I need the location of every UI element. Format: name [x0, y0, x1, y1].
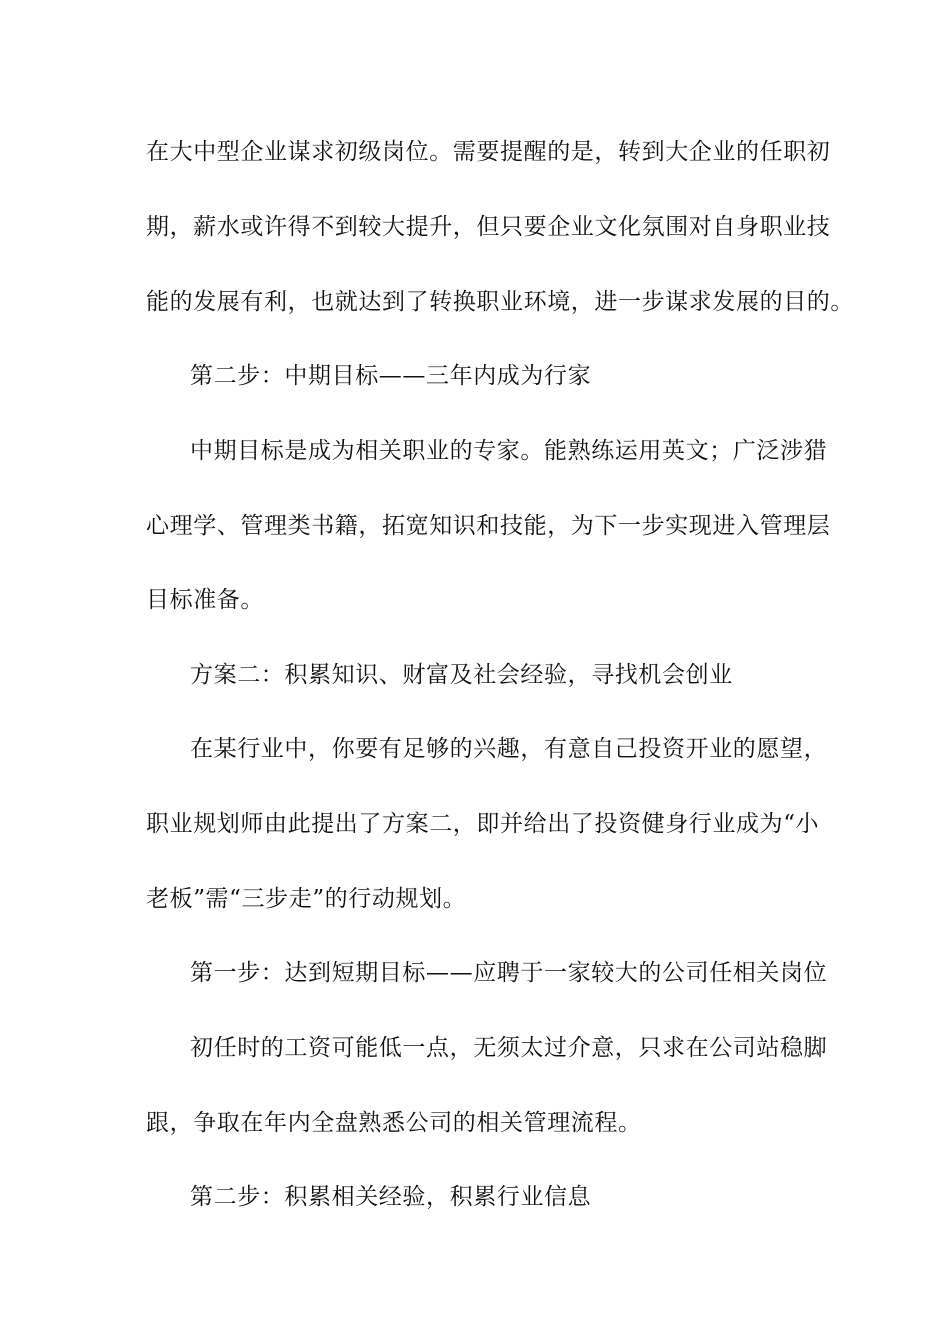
paragraph-line: 心理学、管理类书籍，拓宽知识和技能，为下一步实现进入管理层 — [146, 513, 831, 539]
paragraph-line: 初任时的工资可能低一点，无须太过介意，只求在公司站稳脚 — [190, 1035, 828, 1061]
paragraph-line: 在某行业中，你要有足够的兴趣，有意自己投资开业的愿望， — [190, 736, 828, 762]
section-heading: 第二步：中期目标——三年内成为行家 — [190, 363, 592, 389]
section-heading: 第二步：积累相关经验，积累行业信息 — [190, 1184, 592, 1210]
paragraph-line: 跟，争取在年内全盘熟悉公司的相关管理流程。 — [146, 1110, 642, 1136]
paragraph-line: 老板”需“三步走”的行动规划。 — [146, 886, 467, 912]
paragraph-line: 能的发展有利，也就达到了转换职业环境，进一步谋求发展的目的。 — [146, 289, 854, 315]
section-heading: 方案二：积累知识、财富及社会经验，寻找机会创业 — [190, 662, 733, 688]
paragraph-line: 中期目标是成为相关职业的专家。能熟练运用英文；广泛涉猎 — [190, 438, 828, 464]
paragraph-line: 职业规划师由此提出了方案二，即并给出了投资健身行业成为“小 — [146, 811, 820, 837]
section-heading: 第一步：达到短期目标——应聘于一家较大的公司任相关岗位 — [190, 960, 828, 986]
paragraph-line: 期，薪水或许得不到较大提升，但只要企业文化氛围对自身职业技 — [146, 214, 831, 240]
paragraph-line: 在大中型企业谋求初级岗位。需要提醒的是，转到大企业的任职初 — [146, 139, 831, 165]
paragraph-line: 目标准备。 — [146, 587, 264, 613]
